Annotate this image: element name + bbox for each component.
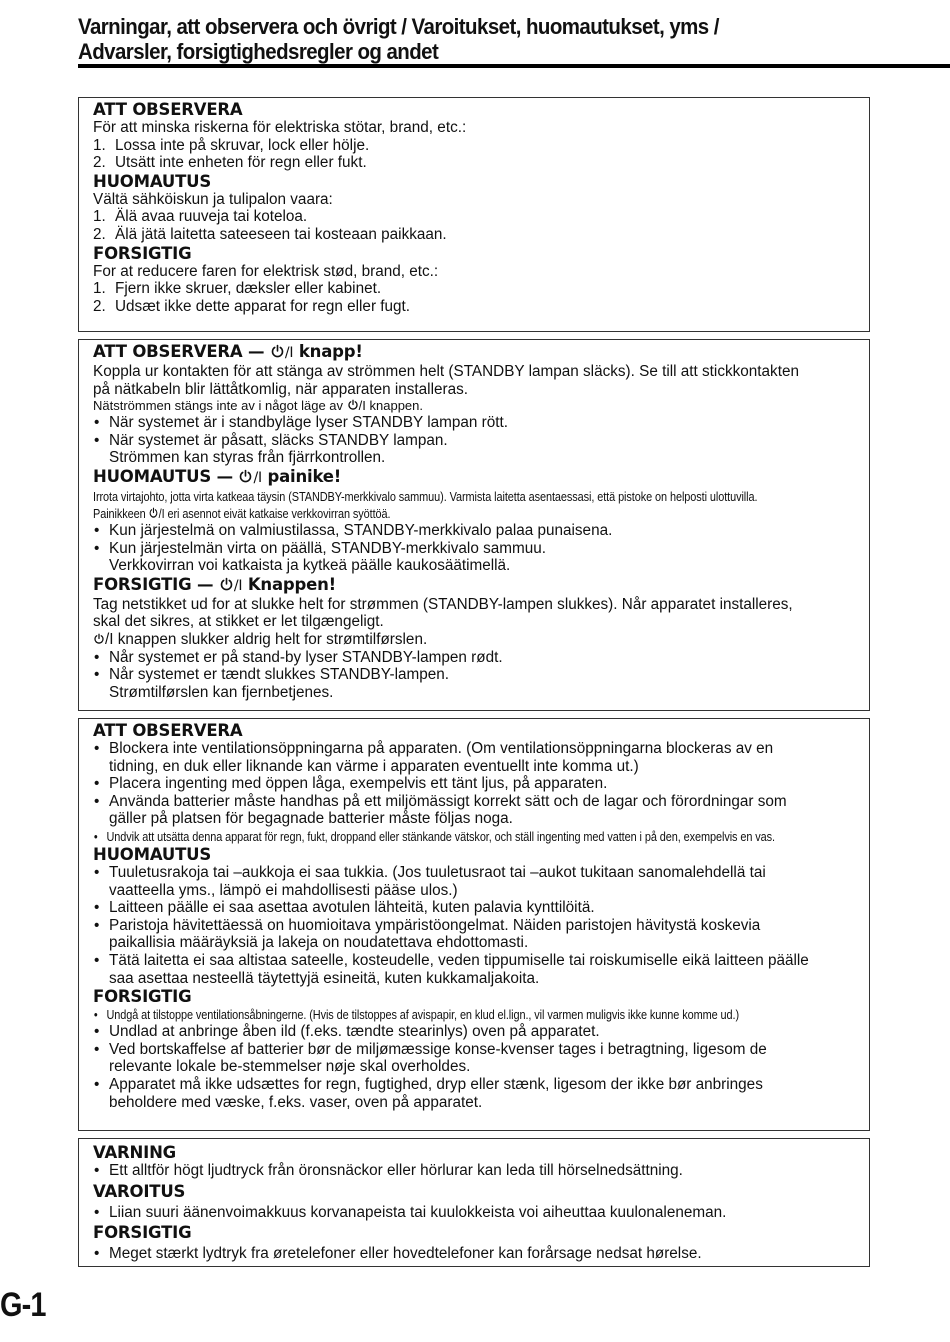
condensed-text-line: Painikkeen /I eri asennot eivät katkaise verkkovirran syöttöä. [93, 505, 391, 521]
bullet-item: • Liian suuri äänenvoimakkuus korvanapeista tai kuulokkeista voi aiheuttaa kuulonaleneman. [93, 1204, 855, 1222]
heading-att-observera: ATT OBSERVERA [93, 721, 243, 740]
power-icon [219, 577, 234, 592]
text-line: For at reducere faren for elektrisk stød, brand, etc.: [93, 262, 439, 280]
text-part: knappen. [369, 398, 423, 414]
warning-box-1 [78, 97, 870, 332]
bullet-item: • Undgå at tilstoppe ventilationsåbningerne. (Hvis de tilstoppes af avispapir, en klud el.lign., vil varmen muligvis ikke kunne komme ud.) [93, 1006, 733, 1023]
bullet-item: • Ved bortskaffelse af batterier bør de miljømæssige konse-kvenser tages i betragtning, ligesom de [93, 1041, 855, 1059]
bullet-item: • Når systemet er tændt slukkes STANDBY-lampen. [93, 666, 855, 684]
heading-huomautus: HUOMAUTUS [93, 844, 212, 864]
heading-forsigtig: FORSIGTIG [93, 243, 192, 263]
heading-varning: VARNING [93, 1143, 177, 1162]
item-text: Fjern ikke skruer, dæksler eller kabinet. [115, 280, 382, 298]
heading-text: FORSIGTIG — [93, 574, 214, 594]
bullet-continuation: tidning, en duk eller liknande kan värme i apparaten eventuellt inte komma ut.) [109, 757, 639, 775]
bullet-item: • Kun järjestelmä on valmiustilassa, STANDBY-merkkivalo palaa punaisena. [93, 522, 855, 540]
header-line-2: Advarsler, forsigtighedsregler og andet [78, 39, 439, 64]
bullet-item: • Paristoja hävitettäessä on huomioitava ympäristöongelmat. Näiden paristojen hävitystä koskevia [93, 917, 855, 935]
numbered-item [93, 208, 855, 226]
power-icon [93, 633, 105, 645]
warning-box-3 [78, 718, 870, 1131]
bullet-item: • Undlad at anbringe åben ild (f.eks. tændte stearinlys) oven på apparatet. [93, 1023, 855, 1041]
heading-text: Knappen! [247, 574, 336, 594]
numbered-item [93, 226, 855, 244]
item-number: 2. [93, 225, 106, 243]
item-text: Älä avaa ruuveja tai koteloa. [115, 208, 308, 226]
text-part: eri asennot eivät katkaise verkkovirran syöttöä. [167, 505, 391, 521]
numbered-item [93, 280, 855, 298]
item-number: 1. [93, 136, 106, 154]
bullet-continuation: relevante lokale be-stemmelser nøje skal overholdes. [109, 1058, 471, 1076]
bullet-item: • Når systemet er på stand-by lyser STANDBY-lampen rødt. [93, 649, 855, 667]
power-icon [149, 507, 159, 519]
bullet-continuation: beholdere med væske, f.eks. vaser, oven på apparatet. [109, 1093, 483, 1111]
bullet-item: • Kun järjestelmän virta on päällä, STANDBY-merkkivalo sammuu. [93, 540, 855, 558]
heading-forsigtig: FORSIGTIG [93, 987, 192, 1007]
text-line: Tag netstikket ud for at slukke helt for strømmen (STANDBY-lampen slukkes). Når apparatet installeres, [93, 595, 793, 613]
heading-text: painike! [267, 466, 342, 486]
warning-box-2 [78, 339, 870, 711]
bullet-continuation: Strömmen kan styras från fjärrkontrollen. [109, 449, 386, 467]
bullet-item: • Använda batterier måste handhas på ett miljömässigt korrekt sätt och de lagar och förordningar som [93, 793, 855, 811]
item-text: Älä jätä laitetta sateeseen tai kosteaan paikkaan. [115, 225, 447, 243]
heading-forsigtig: FORSIGTIG [93, 1223, 192, 1243]
bullet-item: • Laitteen päälle ei saa asettaa avotulen lähteitä, kuten palavia kynttilöitä. [93, 899, 855, 917]
heading-text: ATT OBSERVERA — [93, 342, 265, 361]
text-line: /I knappen slukker aldrig helt for strømtilførslen. [93, 631, 855, 649]
bullet-continuation: Verkkovirran voi katkaista ja kytkeä päälle kaukosäätimellä. [109, 557, 511, 575]
bullet-item: • Ett alltför högt ljudtryck från öronsnäckor eller hörlurar kan leda till hörselnedsättning. [93, 1162, 855, 1180]
numbered-item [93, 154, 855, 172]
heading-huomautus-painike: HUOMAUTUS — /I painike! [93, 466, 342, 486]
small-text-line: Nätströmmen stängs inte av i något läge av /I knappen. [93, 398, 423, 414]
item-text: Udsæt ikke dette apparat for regn eller fugt. [115, 297, 411, 315]
item-number: 1. [93, 280, 106, 298]
bullet-item: • När systemet är i standbyläge lyser STANDBY lampan rött. [93, 414, 855, 432]
heading-text: HUOMAUTUS — [93, 466, 233, 486]
bullet-continuation: gäller på platsen för begagnade batterier måste följas noga. [109, 810, 513, 828]
bullet-continuation: Strømtilførslen kan fjernbetjenes. [109, 683, 334, 701]
heading-huomautus: HUOMAUTUS [93, 171, 212, 191]
text-line: på nätkabeln blir lättåtkomlig, när apparaten installeras. [93, 380, 468, 398]
page-number: G-1 [0, 1286, 46, 1324]
text-part: knappen slukker aldrig helt for strømtilførslen. [117, 630, 428, 648]
bullet-continuation: paikallisia määräyksiä ja lakeja on noudatettava ehdottomasti. [109, 934, 529, 952]
bullet-item: • Meget stærkt lydtryk fra øretelefoner eller hovedtelefoner kan forårsage nedsat hørelse. [93, 1245, 855, 1263]
numbered-item [93, 298, 855, 316]
condensed-text-line: Irrota virtajohto, jotta virta katkeaa täysin (STANDBY-merkkivalo sammuu). Varmista laitetta asentaessasi, että pistoke on helposti ulottuvilla. [93, 488, 758, 504]
text-line: skal det sikres, at stikket er let tilgængeligt. [93, 613, 384, 631]
bullet-continuation: saa asettaa nesteellä täytettyjä esineitä, kuten kukkamaljakoita. [109, 969, 540, 987]
item-number: 1. [93, 208, 106, 226]
item-text: Utsätt inte enheten för regn eller fukt. [115, 154, 367, 172]
heading-att-observera: ATT OBSERVERA [93, 100, 243, 119]
power-icon [270, 344, 285, 359]
bullet-item: • Tuuletusrakoja tai –aukkoja ei saa tukkia. (Jos tuuletusraot tai –aukot tukitaan sanomalehdellä tai [93, 864, 855, 882]
heading-forsigtig-knappen: FORSIGTIG — /I Knappen! [93, 574, 336, 594]
item-number: 2. [93, 154, 106, 172]
bullet-item: • Undvik att utsätta denna apparat för regn, fukt, droppand eller stänkande vätskor, och ställ ingenting med vatten i på den, exempelvis en vas. [93, 828, 733, 845]
bullet-continuation: vaatteella yms., lämpö ei mahdollisesti pääse ulos.) [109, 881, 458, 899]
bullet-item: • Blockera inte ventilationsöppningarna på apparaten. (Om ventilationsöppningarna blockeras av en [93, 740, 855, 758]
power-icon [238, 469, 253, 484]
bullet-item: • Placera ingenting med öppen låga, exempelvis ett tänt ljus, på apparaten. [93, 775, 855, 793]
text-line: Vältä sähköiskun ja tulipalon vaara: [93, 190, 333, 208]
bullet-item: • När systemet är påsatt, släcks STANDBY lampan. [93, 432, 855, 450]
power-icon [347, 399, 359, 411]
text-line: Koppla ur kontakten för att stänga av strömmen helt (STANDBY lampan släcks). Se till att stickkontakten [93, 363, 799, 380]
header-rule [78, 64, 950, 68]
text-line: För att minska riskerna för elektriska stötar, brand, etc.: [93, 119, 467, 136]
item-number: 2. [93, 297, 106, 315]
heading-att-observera-knapp: ATT OBSERVERA — /I knapp! [93, 342, 363, 361]
text-part: Painikkeen [93, 505, 146, 521]
header-line-1: Varningar, att observera och övrigt / Varoitukset, huomautukset, yms / [78, 14, 719, 39]
numbered-item [93, 137, 855, 155]
bullet-item: • Apparatet må ikke udsættes for regn, fugtighed, dryp eller stænk, ligesom der ikke bør anbringes [93, 1076, 855, 1094]
item-text: Lossa inte på skruvar, lock eller hölje. [115, 136, 370, 154]
bullet-item: • Tätä laitetta ei saa altistaa sateelle, kosteudelle, veden tippumiselle tai roiskumiselle eikä laitteen päälle [93, 952, 855, 970]
page-header [78, 14, 938, 64]
text-part: Nätströmmen stängs inte av i något läge av [93, 398, 344, 414]
heading-varoitus: VAROITUS [93, 1181, 186, 1201]
heading-text: knapp! [298, 342, 363, 361]
warning-box-4 [78, 1138, 870, 1267]
